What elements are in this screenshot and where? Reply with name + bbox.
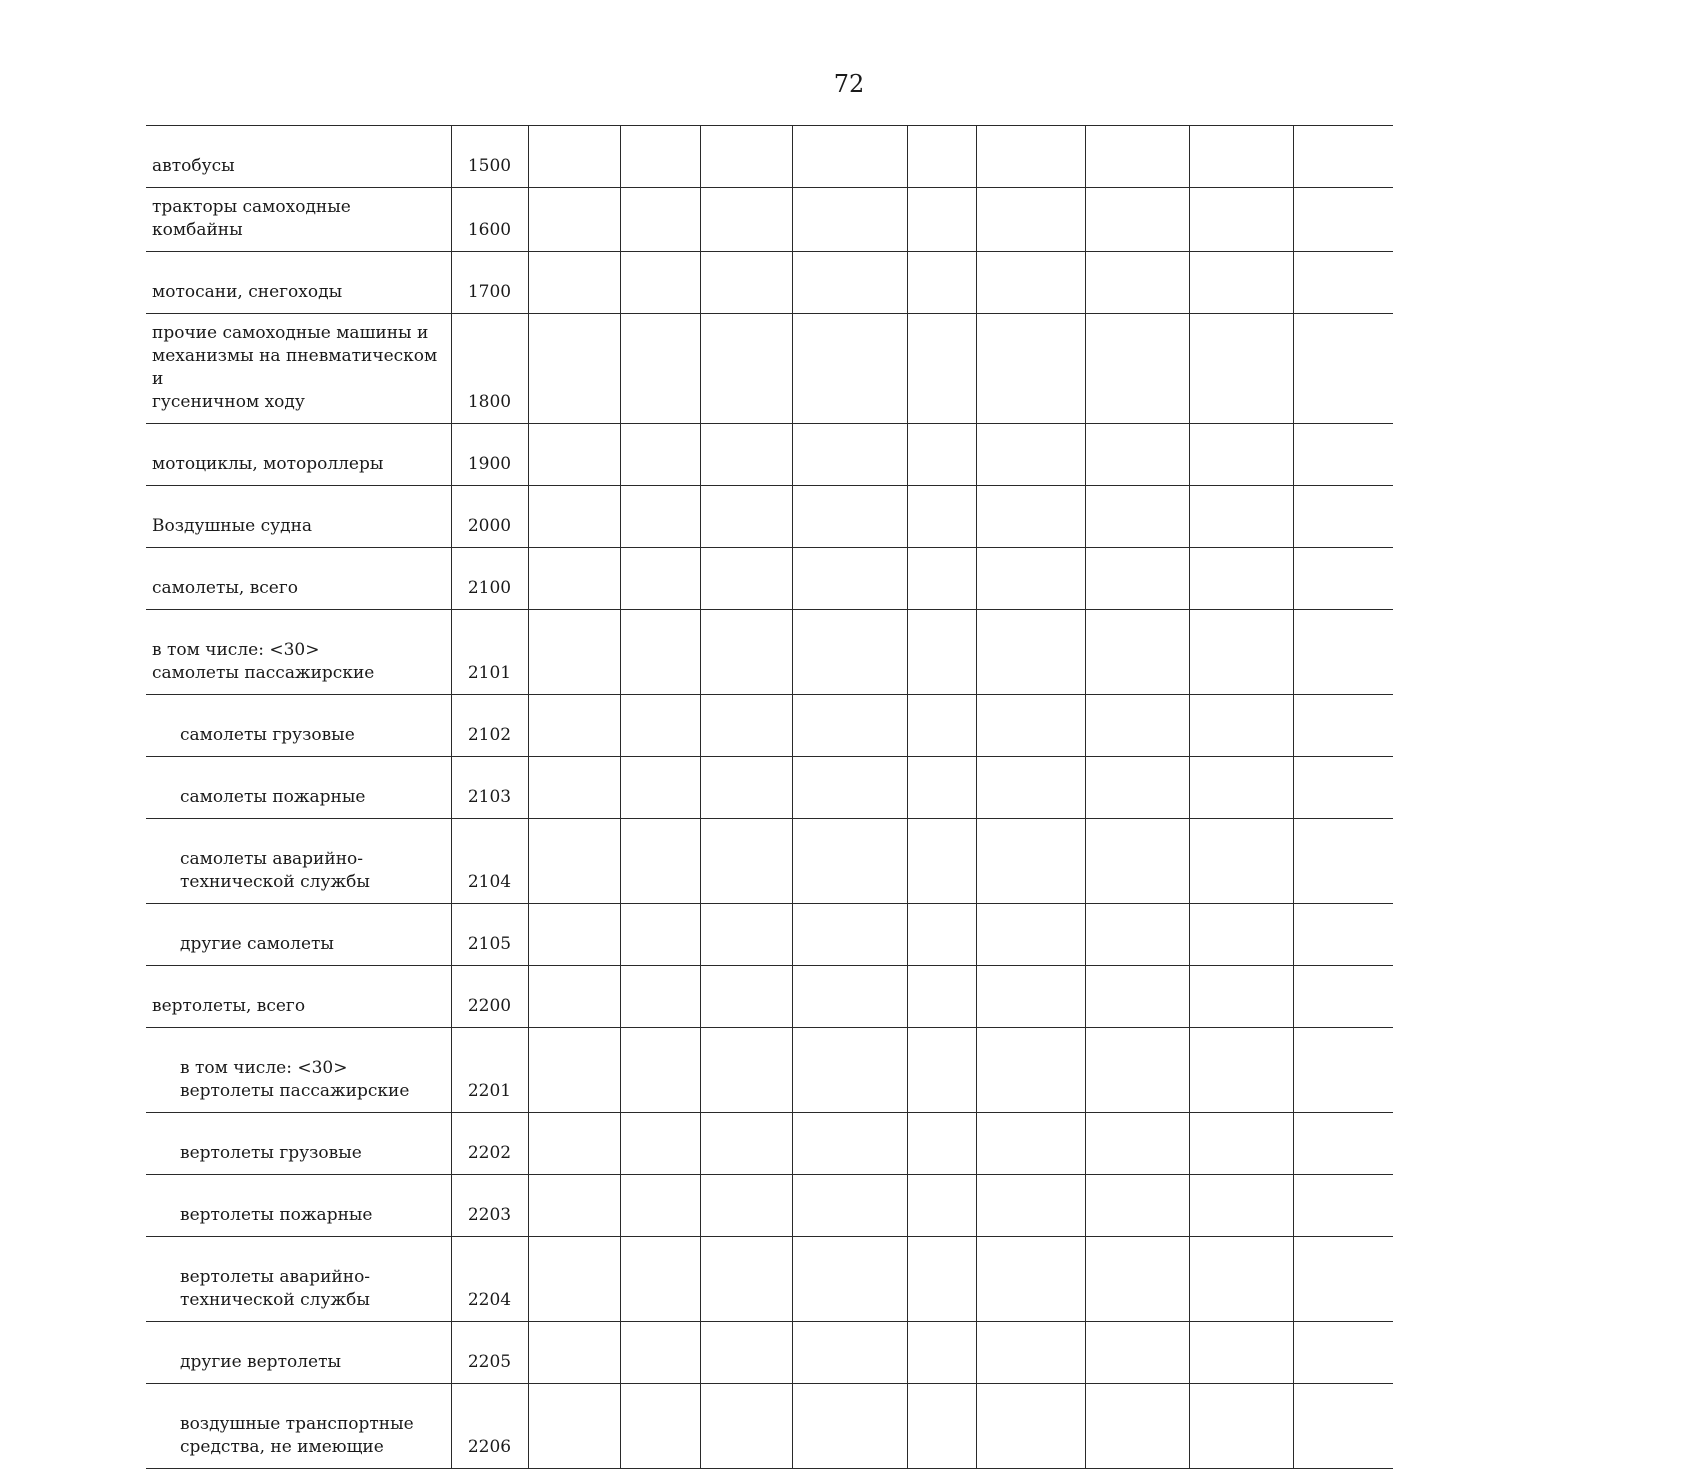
row-code: 2101 (451, 610, 528, 695)
empty-data-cell (528, 548, 620, 610)
empty-data-cell (976, 904, 1085, 966)
row-label: Воздушные судна (146, 486, 451, 548)
row-label: мотосани, снегоходы (146, 252, 451, 314)
empty-data-cell (976, 1175, 1085, 1237)
empty-data-cell (528, 695, 620, 757)
empty-data-cell (700, 424, 792, 486)
empty-data-cell (620, 695, 700, 757)
empty-data-cell (1189, 1028, 1293, 1113)
row-label: другие самолеты (146, 904, 451, 966)
table-row (146, 819, 1393, 904)
empty-data-cell (1293, 1384, 1393, 1469)
empty-data-cell (907, 695, 976, 757)
empty-data-cell (528, 424, 620, 486)
table-row (146, 1028, 1393, 1113)
table-row (146, 424, 1393, 486)
empty-data-cell (976, 126, 1085, 188)
row-code: 2000 (451, 486, 528, 548)
empty-data-cell (1085, 1237, 1189, 1322)
empty-data-cell (528, 314, 620, 424)
row-code: 1800 (451, 314, 528, 424)
empty-data-cell (792, 188, 907, 252)
empty-data-cell (1293, 188, 1393, 252)
empty-data-cell (907, 904, 976, 966)
table-row (146, 904, 1393, 966)
empty-data-cell (792, 757, 907, 819)
row-code: 2203 (451, 1175, 528, 1237)
empty-data-cell (1085, 966, 1189, 1028)
row-label: самолеты пожарные (146, 757, 451, 819)
row-code: 2206 (451, 1384, 528, 1469)
empty-data-cell (700, 1237, 792, 1322)
empty-data-cell (1085, 424, 1189, 486)
row-label: вертолеты, всего (146, 966, 451, 1028)
empty-data-cell (620, 819, 700, 904)
empty-data-cell (792, 548, 907, 610)
table-row (146, 695, 1393, 757)
empty-data-cell (528, 1237, 620, 1322)
empty-data-cell (700, 1322, 792, 1384)
table-row (146, 1237, 1393, 1322)
empty-data-cell (976, 1237, 1085, 1322)
empty-data-cell (1085, 252, 1189, 314)
row-code: 2204 (451, 1237, 528, 1322)
empty-data-cell (1189, 904, 1293, 966)
empty-data-cell (700, 966, 792, 1028)
empty-data-cell (976, 486, 1085, 548)
empty-data-cell (976, 819, 1085, 904)
table-row (146, 252, 1393, 314)
empty-data-cell (700, 1113, 792, 1175)
row-code: 1500 (451, 126, 528, 188)
table-row (146, 966, 1393, 1028)
table-row (146, 1322, 1393, 1384)
empty-data-cell (792, 252, 907, 314)
empty-data-cell (700, 819, 792, 904)
empty-data-cell (792, 424, 907, 486)
empty-data-cell (907, 126, 976, 188)
empty-data-cell (528, 966, 620, 1028)
row-label: в том числе: <30> вертолеты пассажирские (146, 1028, 451, 1113)
empty-data-cell (620, 1113, 700, 1175)
empty-data-cell (907, 1322, 976, 1384)
empty-data-cell (1085, 610, 1189, 695)
empty-data-cell (1293, 1113, 1393, 1175)
empty-data-cell (1189, 548, 1293, 610)
empty-data-cell (792, 1384, 907, 1469)
empty-data-cell (792, 1113, 907, 1175)
row-label: вертолеты аварийно- технической службы (146, 1237, 451, 1322)
empty-data-cell (1293, 695, 1393, 757)
empty-data-cell (907, 1113, 976, 1175)
table-row (146, 610, 1393, 695)
table-row (146, 314, 1393, 424)
empty-data-cell (620, 904, 700, 966)
empty-data-cell (1293, 610, 1393, 695)
row-label: вертолеты пожарные (146, 1175, 451, 1237)
empty-data-cell (976, 966, 1085, 1028)
empty-data-cell (1189, 486, 1293, 548)
empty-data-cell (1189, 1237, 1293, 1322)
empty-data-cell (1189, 757, 1293, 819)
empty-data-cell (1085, 188, 1189, 252)
table-row (146, 1113, 1393, 1175)
empty-data-cell (907, 1384, 976, 1469)
empty-data-cell (1085, 1322, 1189, 1384)
row-label: автобусы (146, 126, 451, 188)
empty-data-cell (1189, 1113, 1293, 1175)
empty-data-cell (907, 548, 976, 610)
empty-data-cell (1293, 1237, 1393, 1322)
row-code: 2105 (451, 904, 528, 966)
empty-data-cell (1085, 757, 1189, 819)
empty-data-cell (907, 1175, 976, 1237)
empty-data-cell (620, 486, 700, 548)
empty-data-cell (907, 1028, 976, 1113)
empty-data-cell (1189, 252, 1293, 314)
empty-data-cell (907, 188, 976, 252)
empty-data-cell (907, 610, 976, 695)
row-code: 2201 (451, 1028, 528, 1113)
empty-data-cell (792, 819, 907, 904)
empty-data-cell (792, 314, 907, 424)
empty-data-cell (620, 314, 700, 424)
table-row (146, 126, 1393, 188)
empty-data-cell (620, 1028, 700, 1113)
empty-data-cell (620, 1237, 700, 1322)
table-row (146, 548, 1393, 610)
empty-data-cell (1085, 904, 1189, 966)
empty-data-cell (1189, 126, 1293, 188)
data-table (146, 125, 1393, 1469)
empty-data-cell (528, 1322, 620, 1384)
empty-data-cell (1293, 548, 1393, 610)
empty-data-cell (620, 1175, 700, 1237)
empty-data-cell (700, 904, 792, 966)
empty-data-cell (700, 252, 792, 314)
empty-data-cell (528, 904, 620, 966)
empty-data-cell (1085, 819, 1189, 904)
row-code: 2103 (451, 757, 528, 819)
empty-data-cell (1085, 1175, 1189, 1237)
empty-data-cell (1085, 314, 1189, 424)
empty-data-cell (620, 1322, 700, 1384)
empty-data-cell (976, 610, 1085, 695)
empty-data-cell (1189, 424, 1293, 486)
empty-data-cell (907, 252, 976, 314)
empty-data-cell (528, 610, 620, 695)
empty-data-cell (907, 314, 976, 424)
row-label: самолеты, всего (146, 548, 451, 610)
row-code: 1900 (451, 424, 528, 486)
empty-data-cell (1189, 1322, 1293, 1384)
row-code: 2205 (451, 1322, 528, 1384)
empty-data-cell (792, 126, 907, 188)
page-number: 72 (833, 70, 865, 98)
table-row (146, 757, 1393, 819)
empty-data-cell (1293, 904, 1393, 966)
empty-data-cell (792, 610, 907, 695)
empty-data-cell (1085, 548, 1189, 610)
row-label: вертолеты грузовые (146, 1113, 451, 1175)
empty-data-cell (976, 757, 1085, 819)
empty-data-cell (528, 757, 620, 819)
empty-data-cell (792, 966, 907, 1028)
table-row (146, 1384, 1393, 1469)
empty-data-cell (1293, 252, 1393, 314)
empty-data-cell (907, 424, 976, 486)
empty-data-cell (1189, 1175, 1293, 1237)
empty-data-cell (1293, 819, 1393, 904)
empty-data-cell (528, 188, 620, 252)
empty-data-cell (1189, 819, 1293, 904)
empty-data-cell (1293, 424, 1393, 486)
empty-data-cell (907, 486, 976, 548)
empty-data-cell (528, 1384, 620, 1469)
empty-data-cell (1085, 1113, 1189, 1175)
empty-data-cell (792, 1175, 907, 1237)
empty-data-cell (620, 252, 700, 314)
empty-data-cell (976, 1322, 1085, 1384)
empty-data-cell (1293, 1028, 1393, 1113)
empty-data-cell (1085, 1384, 1189, 1469)
empty-data-cell (700, 548, 792, 610)
empty-data-cell (1085, 695, 1189, 757)
table-row (146, 486, 1393, 548)
empty-data-cell (700, 486, 792, 548)
row-code: 2102 (451, 695, 528, 757)
empty-data-cell (907, 966, 976, 1028)
empty-data-cell (620, 757, 700, 819)
empty-data-cell (792, 1237, 907, 1322)
empty-data-cell (1189, 314, 1293, 424)
empty-data-cell (907, 1237, 976, 1322)
empty-data-cell (1189, 966, 1293, 1028)
row-code: 2200 (451, 966, 528, 1028)
row-label: прочие самоходные машины и механизмы на пневматическом и гусеничном ходу (146, 314, 451, 424)
empty-data-cell (528, 486, 620, 548)
empty-data-cell (1189, 1384, 1293, 1469)
empty-data-cell (700, 314, 792, 424)
empty-data-cell (792, 486, 907, 548)
empty-data-cell (1293, 1175, 1393, 1237)
empty-data-cell (1085, 126, 1189, 188)
empty-data-cell (1293, 486, 1393, 548)
empty-data-cell (976, 252, 1085, 314)
row-label: тракторы самоходные комбайны (146, 188, 451, 252)
empty-data-cell (907, 819, 976, 904)
table-row (146, 188, 1393, 252)
empty-data-cell (700, 757, 792, 819)
empty-data-cell (700, 188, 792, 252)
empty-data-cell (792, 1028, 907, 1113)
empty-data-cell (976, 1384, 1085, 1469)
empty-data-cell (976, 314, 1085, 424)
empty-data-cell (792, 1322, 907, 1384)
row-label: мотоциклы, мотороллеры (146, 424, 451, 486)
row-code: 2104 (451, 819, 528, 904)
empty-data-cell (700, 1175, 792, 1237)
empty-data-cell (700, 695, 792, 757)
empty-data-cell (528, 1113, 620, 1175)
empty-data-cell (620, 966, 700, 1028)
empty-data-cell (976, 1113, 1085, 1175)
empty-data-cell (1293, 314, 1393, 424)
empty-data-cell (976, 1028, 1085, 1113)
row-code: 1600 (451, 188, 528, 252)
empty-data-cell (1085, 1028, 1189, 1113)
empty-data-cell (1293, 1322, 1393, 1384)
row-label: воздушные транспортные средства, не имеющие (146, 1384, 451, 1469)
empty-data-cell (620, 188, 700, 252)
empty-data-cell (792, 904, 907, 966)
empty-data-cell (907, 757, 976, 819)
empty-data-cell (620, 548, 700, 610)
row-code: 2202 (451, 1113, 528, 1175)
empty-data-cell (1085, 486, 1189, 548)
empty-data-cell (976, 188, 1085, 252)
row-label: самолеты аварийно- технической службы (146, 819, 451, 904)
empty-data-cell (620, 424, 700, 486)
table-row (146, 1175, 1393, 1237)
empty-data-cell (700, 126, 792, 188)
empty-data-cell (528, 252, 620, 314)
row-label: в том числе: <30> самолеты пассажирские (146, 610, 451, 695)
empty-data-cell (976, 424, 1085, 486)
empty-data-cell (976, 548, 1085, 610)
empty-data-cell (528, 819, 620, 904)
empty-data-cell (1293, 757, 1393, 819)
row-code: 1700 (451, 252, 528, 314)
empty-data-cell (976, 695, 1085, 757)
empty-data-cell (700, 610, 792, 695)
row-label: другие вертолеты (146, 1322, 451, 1384)
table-body (146, 126, 1393, 1469)
empty-data-cell (1293, 966, 1393, 1028)
row-label: самолеты грузовые (146, 695, 451, 757)
empty-data-cell (1189, 188, 1293, 252)
empty-data-cell (528, 1028, 620, 1113)
empty-data-cell (528, 1175, 620, 1237)
empty-data-cell (1189, 610, 1293, 695)
empty-data-cell (620, 1384, 700, 1469)
empty-data-cell (700, 1028, 792, 1113)
empty-data-cell (1293, 126, 1393, 188)
empty-data-cell (792, 695, 907, 757)
empty-data-cell (620, 126, 700, 188)
empty-data-cell (1189, 695, 1293, 757)
empty-data-cell (700, 1384, 792, 1469)
row-code: 2100 (451, 548, 528, 610)
empty-data-cell (528, 126, 620, 188)
empty-data-cell (620, 610, 700, 695)
